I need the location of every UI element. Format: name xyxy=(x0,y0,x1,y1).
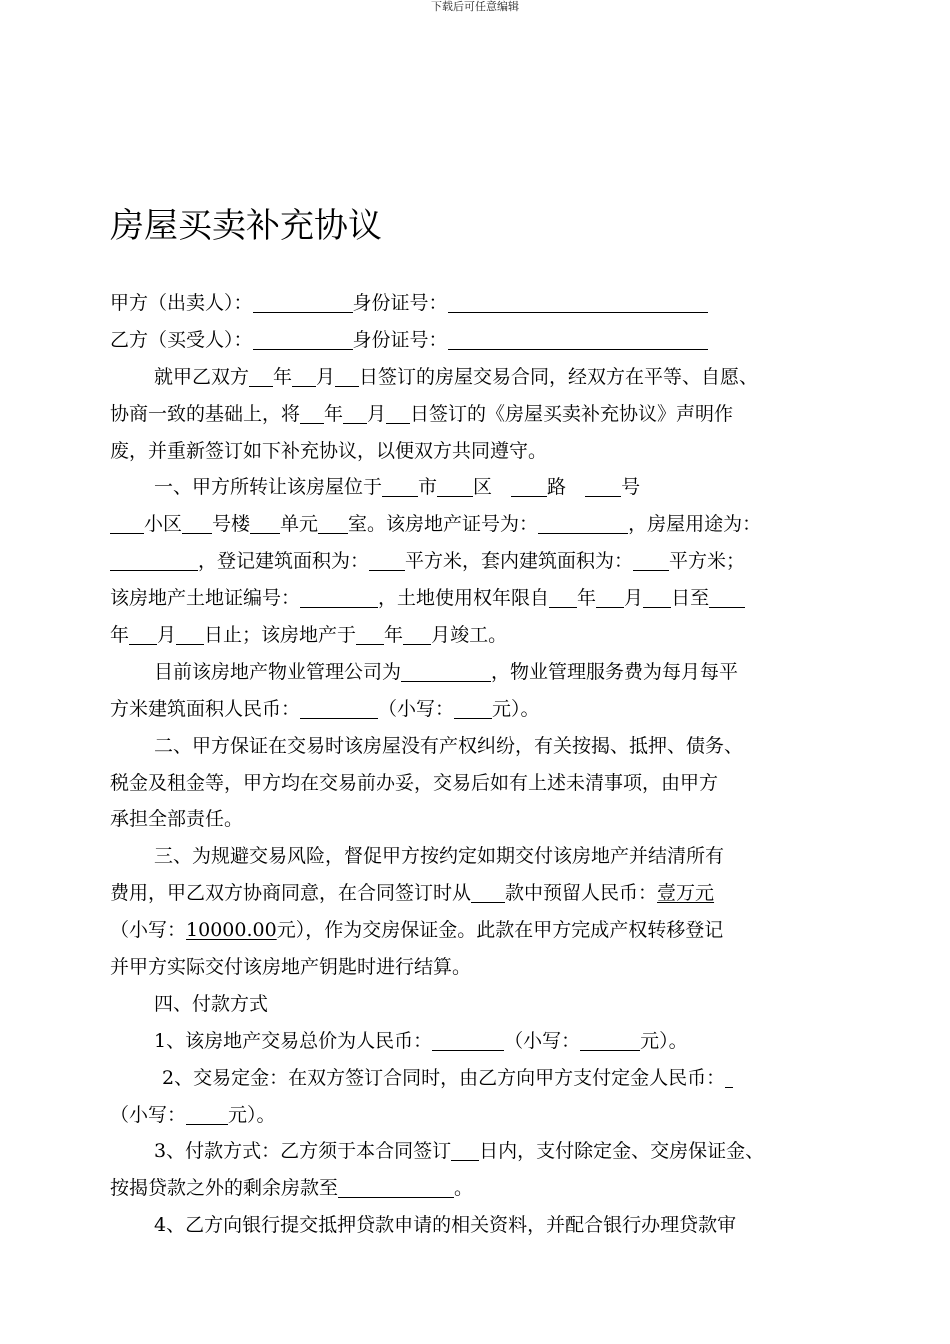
clause-1-line-1 xyxy=(110,469,855,506)
text-segment: 2、交易定金：在双方签订合同时，由乙方向甲方支付定金人民币： xyxy=(162,1066,726,1089)
text-segment: （小写： xyxy=(110,1103,187,1126)
text-segment: 号 xyxy=(621,476,641,499)
text-segment: 月 xyxy=(316,365,336,388)
text-segment: 该房地产土地证编号： xyxy=(110,587,301,610)
text-segment: 小区 xyxy=(144,513,183,536)
text-segment: 二、甲方保证在交易时该房屋没有产权纠纷，有关按揭、抵押、债务、 xyxy=(154,734,744,757)
property-mgmt-line-1 xyxy=(110,654,855,691)
text-segment: 。 xyxy=(454,1177,474,1200)
agreement-body xyxy=(110,285,855,1244)
text-segment: ，房屋用途为： xyxy=(628,513,762,536)
blank-field xyxy=(432,1028,504,1051)
blank-field xyxy=(250,511,280,534)
text-segment: 承担全部责任。 xyxy=(110,808,244,831)
payment-item-2-line-2 xyxy=(110,1097,855,1134)
clause-3-line-2 xyxy=(110,875,855,912)
blank-field xyxy=(249,364,273,387)
text-segment: 目前该房地产物业管理公司为 xyxy=(154,660,402,683)
blank-field xyxy=(633,548,669,571)
clause-3-line-3 xyxy=(110,912,855,949)
blank-field xyxy=(343,401,367,424)
blank-field xyxy=(549,585,577,608)
blank-field xyxy=(448,327,708,350)
payment-item-2-line-1 xyxy=(110,1060,855,1097)
payment-item-3-line-2 xyxy=(110,1170,855,1207)
text-segment: 室。该房地产证号为： xyxy=(348,513,539,536)
text-segment: 年 xyxy=(577,587,597,610)
property-mgmt-line-2 xyxy=(110,691,855,728)
clause-1-line-4 xyxy=(110,580,855,617)
blank-field xyxy=(176,622,204,645)
text-segment: 区 xyxy=(473,476,512,499)
text-segment: 年 xyxy=(110,624,130,647)
blank-field xyxy=(300,401,324,424)
text-segment: ，土地使用权年限自 xyxy=(378,587,550,610)
blank-field xyxy=(580,1028,640,1051)
blank-field xyxy=(643,585,671,608)
text-segment: 年 xyxy=(384,624,404,647)
text-segment: 年 xyxy=(324,402,344,425)
text-segment: 并甲方实际交付该房地产钥匙时进行结算。 xyxy=(110,956,472,979)
text-segment: 废，并重新签订如下补充协议，以便双方共同遵守。 xyxy=(110,439,548,462)
clause-1-line-3 xyxy=(110,543,855,580)
blank-field xyxy=(386,401,410,424)
text-segment: 身份证号： xyxy=(352,328,448,351)
text-segment: 4、乙方向银行提交抵押贷款申请的相关资料，并配合银行办理贷款审 xyxy=(154,1214,737,1237)
text-segment: 按揭贷款之外的剩余房款至 xyxy=(110,1177,339,1200)
clause-2-line-1 xyxy=(110,728,855,765)
blank-field xyxy=(300,696,378,719)
clause-1-line-2 xyxy=(110,506,855,543)
text-segment: 协商一致的基础上，将 xyxy=(110,402,301,425)
filled-value: 壹万元 xyxy=(657,882,715,905)
blank-field xyxy=(300,585,378,608)
text-segment: 元）。 xyxy=(640,1029,688,1052)
header-note: 下载后可任意编辑 xyxy=(431,0,519,13)
blank-field xyxy=(186,1102,228,1125)
text-segment: 元）。 xyxy=(492,697,540,720)
text-segment: （小写： xyxy=(110,919,187,942)
party-a-line xyxy=(110,285,855,322)
document-title: 房屋买卖补充协议 xyxy=(110,206,382,246)
intro-line-2 xyxy=(110,396,855,433)
text-segment: 元），作为交房保证金。此款在甲方完成产权转移登记 xyxy=(276,919,724,942)
text-segment: 四、付款方式 xyxy=(154,992,269,1015)
blank-field xyxy=(403,622,431,645)
text-segment: 费用，甲乙双方协商同意，在合同签订时从 xyxy=(110,882,472,905)
clause-4-heading xyxy=(110,986,855,1023)
blank-field xyxy=(110,511,144,534)
text-segment: 日内，支付除定金、交房保证金、 xyxy=(479,1140,765,1163)
clause-2-line-3 xyxy=(110,801,855,838)
payment-item-4-line-1 xyxy=(110,1207,855,1244)
text-segment: 日签订的房屋交易合同，经双方在平等、自愿、 xyxy=(359,365,759,388)
payment-item-3-line-1 xyxy=(110,1133,855,1170)
blank-field xyxy=(182,511,212,534)
blank-field xyxy=(318,511,348,534)
blank-field xyxy=(538,511,628,534)
blank-field xyxy=(448,290,708,313)
clause-3-line-1 xyxy=(110,838,855,875)
text-segment: 乙方（买受人）： xyxy=(110,328,253,351)
text-segment: 单元 xyxy=(280,513,319,536)
blank-field xyxy=(356,622,384,645)
blank-field xyxy=(253,290,353,313)
text-segment: 月 xyxy=(624,587,644,610)
text-segment: 平方米； xyxy=(669,550,746,573)
text-segment: 一、甲方所转让该房屋位于 xyxy=(154,476,383,499)
intro-line-1 xyxy=(110,359,855,396)
blank-field xyxy=(709,585,745,608)
text-segment: 月 xyxy=(157,624,177,647)
blank-field xyxy=(338,1175,454,1198)
text-segment: 市 xyxy=(418,476,438,499)
text-segment: 三、为规避交易风险，督促甲方按约定如期交付该房地产并结清所有 xyxy=(154,845,725,868)
text-segment: （小写： xyxy=(504,1029,581,1052)
blank-field xyxy=(369,548,405,571)
filled-value: 10000.00 xyxy=(186,919,277,942)
text-segment: 款中预留人民币： xyxy=(505,882,658,905)
blank-field xyxy=(401,659,491,682)
blank-field xyxy=(253,327,353,350)
text-segment: 1、该房地产交易总价为人民币： xyxy=(154,1029,433,1052)
text-segment: 月竣工。 xyxy=(431,624,508,647)
text-segment: 元）。 xyxy=(228,1103,276,1126)
payment-item-1 xyxy=(110,1023,855,1060)
text-segment: 身份证号： xyxy=(352,292,448,314)
blank-field xyxy=(382,474,418,497)
blank-field xyxy=(292,364,316,387)
blank-field xyxy=(471,880,505,903)
blank-field xyxy=(335,364,359,387)
blank-field xyxy=(596,585,624,608)
blank-field xyxy=(437,474,473,497)
text-segment: （小写： xyxy=(378,697,455,720)
blank-field xyxy=(511,474,547,497)
text-segment: ，物业管理服务费为每月每平 xyxy=(491,660,739,683)
clause-2-line-2 xyxy=(110,765,855,802)
text-segment: 月 xyxy=(367,402,387,425)
text-segment: 方米建筑面积人民币： xyxy=(110,697,301,720)
clause-3-line-4 xyxy=(110,949,855,986)
text-segment: 3、付款方式：乙方须于本合同签订 xyxy=(154,1140,452,1163)
text-segment: 路 xyxy=(547,476,586,499)
text-segment: 号楼 xyxy=(212,513,251,536)
blank-field xyxy=(454,696,492,719)
text-segment: 税金及租金等，甲方均在交易前办妥，交易后如有上述未清事项，由甲方 xyxy=(110,771,719,794)
blank-field xyxy=(585,474,621,497)
blank-field xyxy=(725,1065,733,1088)
blank-field xyxy=(129,622,157,645)
blank-field xyxy=(451,1138,479,1161)
party-b-line xyxy=(110,322,855,359)
clause-1-line-5 xyxy=(110,617,855,654)
text-segment: 甲方（出卖人）： xyxy=(110,292,253,314)
text-segment: 平方米，套内建筑面积为： xyxy=(405,550,634,573)
text-segment: 日至 xyxy=(671,587,710,610)
text-segment: 日止；该房地产于 xyxy=(204,624,357,647)
text-segment: 年 xyxy=(273,365,293,388)
text-segment: ，登记建筑面积为： xyxy=(198,550,370,573)
intro-line-3 xyxy=(110,433,855,470)
text-segment: 日签订的《房屋买卖补充协议》声明作 xyxy=(410,402,734,425)
blank-field xyxy=(110,548,198,571)
text-segment: 就甲乙双方 xyxy=(154,365,250,388)
